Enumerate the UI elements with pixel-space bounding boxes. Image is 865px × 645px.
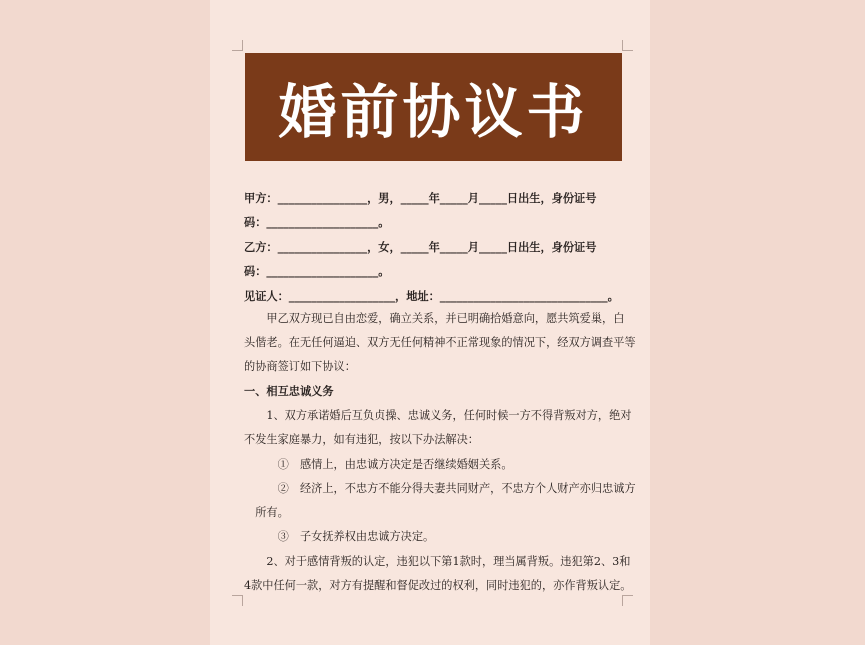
clause-1-item-2-cont: 所有。: [244, 506, 289, 519]
crop-mark-bottom-left: [232, 595, 243, 606]
preamble-line-1: 甲乙双方现已自由恋爱，确立关系，并已明确拾婚意向，愿共筑爱巢，白: [244, 312, 625, 325]
party-b-line-2: 码：____________________。: [244, 264, 390, 278]
clause-1-item-2: ② 经济上，不忠方不能分得夫妻共同财产，不忠方个人财产亦归忠诚方: [244, 482, 636, 495]
clause-1-item-1: ① 感情上，由忠诚方决定是否继续婚姻关系。: [244, 458, 513, 471]
crop-mark-top-left: [232, 40, 243, 51]
crop-mark-top-right: [622, 40, 633, 51]
background-right: [650, 0, 865, 645]
preamble-line-2: 头偕老。在无任何逼迫、双方无任何精神不正常现象的情况下，经双方调查平等: [244, 336, 636, 349]
witness-line: 见证人：___________________，地址：______________________________。: [244, 289, 619, 303]
document-title: 婚前协议书: [278, 78, 589, 146]
party-a-line-2: 码：____________________。: [244, 215, 390, 229]
clause-1-item-3: ③ 子女抚养权由忠诚方决定。: [244, 530, 435, 543]
party-b-line-1: 乙方：________________，女，_____年_____月_____日出生，身份证号: [244, 240, 597, 254]
party-a-line-1: 甲方：________________，男，_____年_____月_____日出生，身份证号: [244, 191, 597, 205]
section-heading: 一、相互忠诚义务: [244, 384, 334, 398]
preamble-line-3: 的协商签订如下协议：: [244, 360, 356, 373]
clause-1-line-1: 1、双方承诺婚后互负贞操、忠诚义务，任何时候一方不得背叛对方，绝对: [244, 409, 632, 422]
clause-1-line-2: 不发生家庭暴力，如有违犯，按以下办法解决：: [244, 433, 479, 446]
clause-2-line-1: 2、对于感情背叛的认定，违犯以下第1款时，理当属背叛。违犯第2、3和: [244, 555, 631, 568]
background-left: [0, 0, 210, 645]
title-banner: [245, 53, 622, 161]
crop-mark-bottom-right: [622, 595, 633, 606]
clause-2-line-2: 4款中任何一款，对方有提醒和督促改过的权利，同时违犯的，亦作背叛认定。: [244, 579, 632, 592]
